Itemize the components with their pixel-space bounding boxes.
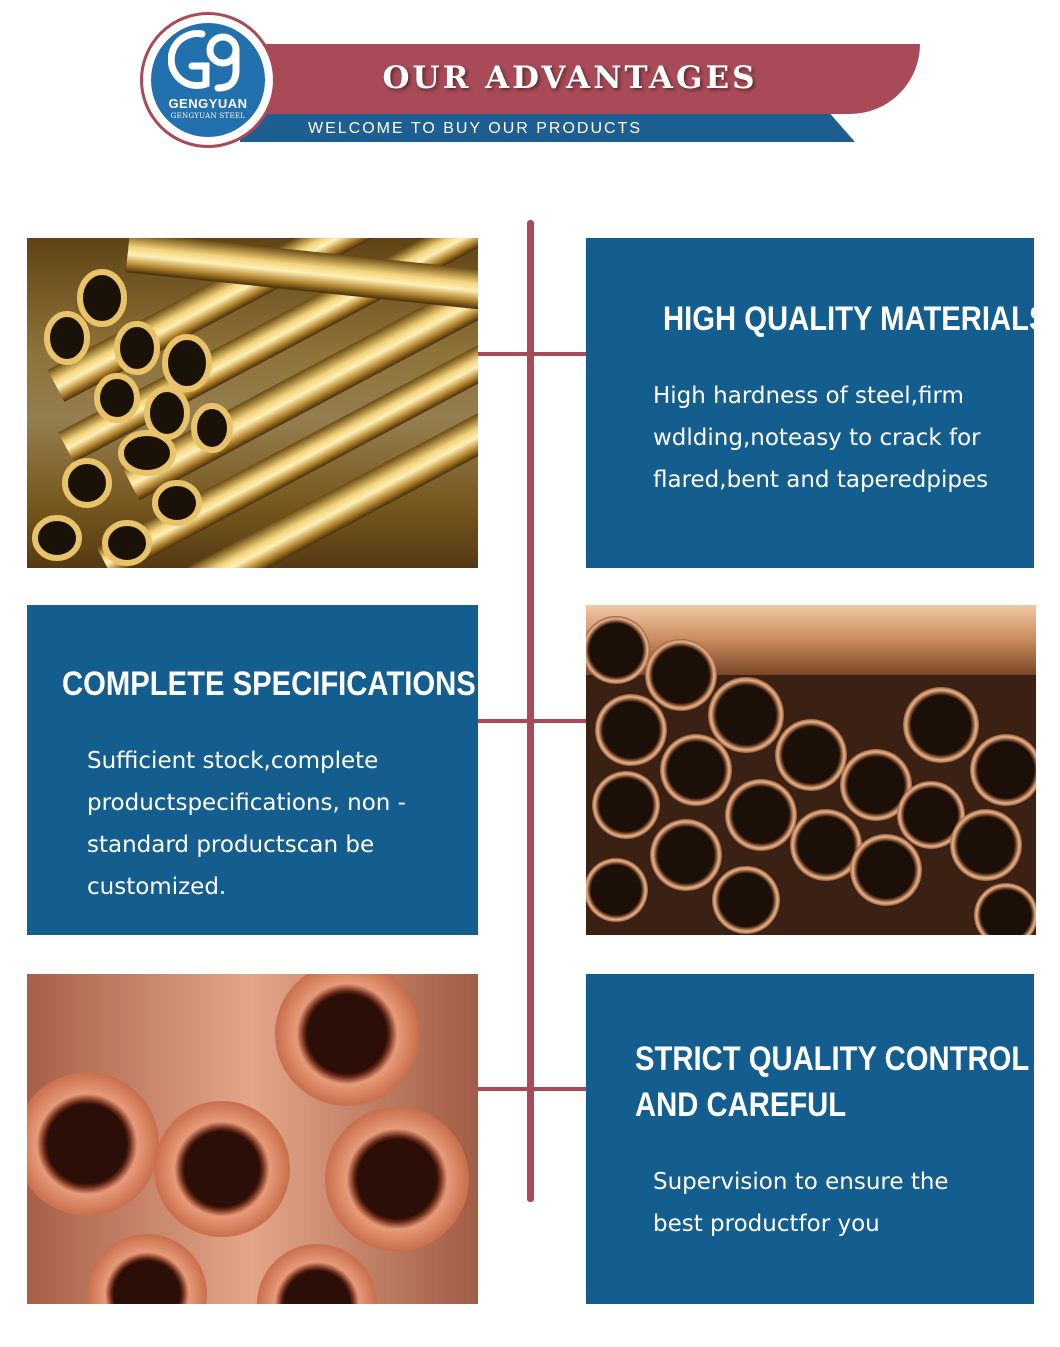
thick-copper-tubes-photo: [27, 974, 478, 1304]
logo-subname: GENGYUAN STEEL: [170, 112, 246, 120]
card-title: HIGH QUALITY MATERIALS: [663, 300, 1049, 338]
copper-tubes-photo: [586, 605, 1036, 935]
card-line: best productfor you: [653, 1211, 880, 1237]
card-line: Supervision to ensure the: [653, 1169, 949, 1195]
card-line: standard productscan be: [87, 832, 375, 858]
advantage-card: [586, 974, 1034, 1304]
card-line: wdlding,noteasy to crack for: [653, 425, 981, 451]
card-line: High hardness of steel,firm: [653, 383, 964, 409]
timeline-spine: [527, 220, 534, 1202]
card-line: customized.: [87, 874, 227, 900]
card-description: [653, 375, 988, 501]
timeline-connector: [478, 719, 586, 723]
card-line: Sufficient stock,complete: [87, 748, 379, 774]
card-line: productspecifications, non -: [87, 790, 406, 816]
card-line: flared,bent and taperedpipes: [653, 467, 989, 493]
timeline-connector: [478, 1087, 586, 1091]
logo-mark-icon: [168, 26, 248, 98]
card-title-line: STRICT QUALITY CONTROL: [635, 1040, 1030, 1078]
timeline-connector: [478, 352, 586, 356]
advantage-card: [586, 238, 1049, 568]
logo-name: GENGYUAN: [168, 96, 248, 111]
brass-tubes-photo: [27, 238, 478, 568]
page-subtitle: WELCOME TO BUY OUR PRODUCTS: [308, 120, 643, 137]
card-description: [87, 740, 406, 908]
page-title: OUR ADVANTAGES: [382, 60, 758, 96]
card-description: [653, 1161, 949, 1245]
advantage-card: [27, 605, 478, 935]
card-title-line: AND CAREFUL: [635, 1086, 847, 1124]
card-title: COMPLETE SPECIFICATIONS: [62, 665, 476, 703]
card-title: [635, 1036, 1029, 1128]
